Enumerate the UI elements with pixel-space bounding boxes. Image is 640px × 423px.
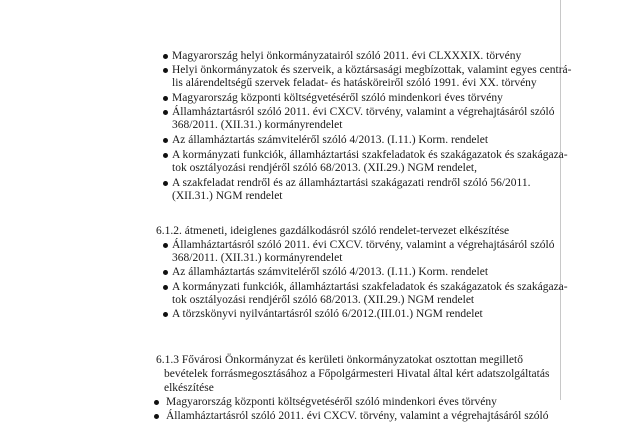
list-item-text: Az államháztartás számviteléről szóló 4/2013. (I.11.) Korm. rendelet: [172, 266, 489, 278]
list-item-text: 368/2011. (XII.31.) kormányrendelet: [172, 252, 343, 264]
bullet-icon: [154, 400, 159, 405]
list-item-text: Államháztartásról szóló 2011. évi CXCV. törvény, valamint a végrehajtásáról szóló: [166, 410, 549, 422]
list-item-text: Az államháztartás számviteléről szóló 4/2013. (I.11.) Korm. rendelet: [172, 134, 489, 146]
bullet-icon: [163, 153, 168, 158]
list-item-text: Államháztartásról szóló 2011. évi CXCV. törvény, valamint a végrehajtásáról szóló: [172, 239, 555, 251]
section-heading: 6.1.2. átmeneti, ideiglenes gazdálkodásról szóló rendelet-tervezet elkészítése: [156, 225, 510, 237]
bullet-icon: [163, 243, 168, 248]
bullet-icon: [163, 96, 168, 101]
list-item-text: Magyarország központi költségvetéséről szóló mindenkori éves törvény: [172, 92, 503, 104]
bullet-icon: [163, 110, 168, 115]
list-item-text: A kormányzati funkciók, államháztartási szakfeladatok és szakágazatok és szakágaza-: [172, 281, 568, 293]
bullet-icon: [163, 68, 168, 73]
bullet-icon: [163, 181, 168, 186]
list-item-text: Helyi önkormányzatok és szerveik, a köztársasági megbízottak, valamint egyes centrá-: [172, 64, 572, 76]
bullet-icon: [163, 54, 168, 59]
bullet-icon: [163, 312, 168, 317]
list-item-text: Magyarország központi költségvetéséről szóló mindenkori éves törvény: [166, 396, 497, 408]
bullet-icon: [163, 285, 168, 290]
section-heading: 6.1.3 Fővárosi Önkormányzat és kerületi önkormányzatokat osztottan megillető: [156, 354, 523, 366]
list-item-text: 368/2011. (XII.31.) kormányrendelet: [172, 119, 343, 131]
list-item-text: A törzskönyvi nyilvántartásról szóló 6/2012.(III.01.) NGM rendelet: [172, 308, 483, 320]
page-edge: [560, 0, 561, 400]
list-item-text: Magyarország helyi önkormányzatairól szóló 2011. évi CLXXXIX. törvény: [172, 50, 522, 62]
bullet-icon: [163, 138, 168, 143]
list-item-text: A kormányzati funkciók, államháztartási szakfeladatok és szakágazatok és szakágaza-: [172, 149, 568, 161]
list-item-text: A szakfeladat rendről és az államháztartási szakágazati rendről szóló 56/2011.: [172, 177, 531, 189]
list-item-text: lis alárendeltségű szervek feladat- és hatásköreiről szóló 1991. évi XX. törvény: [172, 77, 537, 89]
section-heading: bevételek forrásmegosztásához a Főpolgármesteri Hivatal által kért adatszolgáltatás: [164, 368, 550, 380]
list-item-text: tok osztályozási rendjéről szóló 68/2013. (XII.29.) NGM rendelet: [172, 294, 475, 306]
list-item-text: Államháztartásról szóló 2011. évi CXCV. törvény, valamint a végrehajtásáról szóló: [172, 106, 555, 118]
bullet-icon: [163, 270, 168, 275]
list-item-text: (XII.31.) NGM rendelet: [172, 190, 283, 202]
list-item-text: tok osztályozási rendjéről szóló 68/2013. (XII.29.) NGM rendelet,: [172, 162, 477, 174]
section-heading: elkészítése: [164, 382, 214, 394]
bullet-icon: [154, 414, 159, 419]
